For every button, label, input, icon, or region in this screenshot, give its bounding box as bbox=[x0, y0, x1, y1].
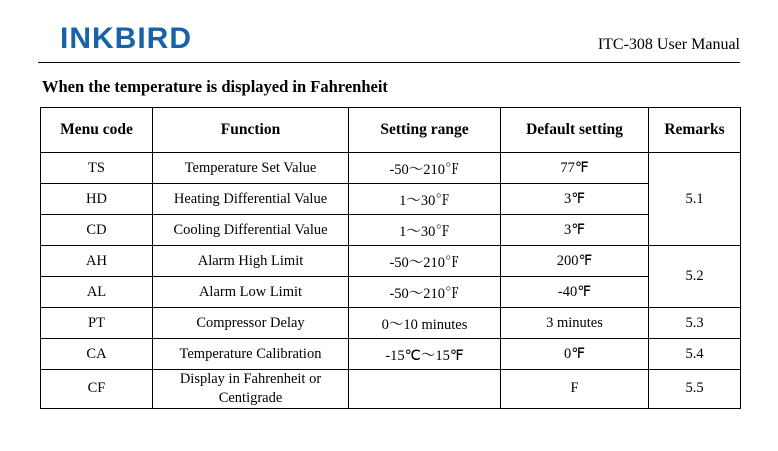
cell-menu-code: PT bbox=[41, 308, 153, 339]
cell-setting-range: -50～210℉ bbox=[349, 277, 501, 308]
table-header-row bbox=[41, 108, 741, 153]
table-row bbox=[41, 339, 741, 370]
table-row bbox=[41, 370, 741, 409]
cell-setting-range: -15℃～15℉ bbox=[349, 339, 501, 370]
cell-function: Compressor Delay bbox=[153, 308, 349, 339]
table-row bbox=[41, 184, 741, 215]
cell-remarks: 5.5 bbox=[649, 370, 741, 409]
table-body bbox=[41, 153, 741, 409]
cell-menu-code: TS bbox=[41, 153, 153, 184]
cell-function: Cooling Differential Value bbox=[153, 215, 349, 246]
column-header-setting-range: Setting range bbox=[349, 108, 501, 153]
cell-menu-code: AL bbox=[41, 277, 153, 308]
cell-setting-range: 1～30℉ bbox=[349, 215, 501, 246]
cell-default-setting: 3 minutes bbox=[501, 308, 649, 339]
cell-default-setting: 3℉ bbox=[501, 215, 649, 246]
table-row bbox=[41, 246, 741, 277]
cell-setting-range bbox=[349, 370, 501, 409]
cell-default-setting: -40℉ bbox=[501, 277, 649, 308]
cell-default-setting: 200℉ bbox=[501, 246, 649, 277]
table-row bbox=[41, 215, 741, 246]
cell-remarks: 5.3 bbox=[649, 308, 741, 339]
cell-setting-range: 1～30℉ bbox=[349, 184, 501, 215]
cell-function: Heating Differential Value bbox=[153, 184, 349, 215]
table-row bbox=[41, 277, 741, 308]
inkbird-logo: INKBIRD bbox=[60, 22, 192, 55]
cell-remarks: 5.1 bbox=[649, 153, 741, 246]
column-header-function: Function bbox=[153, 108, 349, 153]
cell-function-line-1: Display in Fahrenheit or bbox=[179, 371, 322, 387]
cell-menu-code: AH bbox=[41, 246, 153, 277]
cell-menu-code: HD bbox=[41, 184, 153, 215]
cell-default-setting: 3℉ bbox=[501, 184, 649, 215]
cell-setting-range: -50～210℉ bbox=[349, 153, 501, 184]
cell-function: Temperature Set Value bbox=[153, 153, 349, 184]
table-header bbox=[41, 108, 741, 153]
cell-default-setting: 0℉ bbox=[501, 339, 649, 370]
fahrenheit-settings-table bbox=[40, 107, 741, 409]
page-header bbox=[38, 0, 740, 56]
cell-remarks: 5.2 bbox=[649, 246, 741, 308]
cell-default-setting: 77℉ bbox=[501, 153, 649, 184]
cell-function: Alarm Low Limit bbox=[153, 277, 349, 308]
cell-setting-range: 0～10 minutes bbox=[349, 308, 501, 339]
table-row bbox=[41, 308, 741, 339]
cell-menu-code: CD bbox=[41, 215, 153, 246]
table-row bbox=[41, 153, 741, 184]
column-header-remarks: Remarks bbox=[649, 108, 741, 153]
cell-setting-range: -50～210℉ bbox=[349, 246, 501, 277]
column-header-default-setting: Default setting bbox=[501, 108, 649, 153]
section-title: When the temperature is displayed in Fahrenheit bbox=[42, 77, 388, 96]
cell-menu-code: CF bbox=[41, 370, 153, 409]
cell-default-setting: F bbox=[501, 370, 649, 409]
cell-function: Temperature Calibration bbox=[153, 339, 349, 370]
cell-function-line-2: Centigrade bbox=[218, 389, 283, 406]
header-divider bbox=[38, 62, 740, 63]
cell-remarks: 5.4 bbox=[649, 339, 741, 370]
manual-title: ITC-308 User Manual bbox=[597, 36, 740, 53]
column-header-menu-code: Menu code bbox=[41, 108, 153, 153]
cell-menu-code: CA bbox=[41, 339, 153, 370]
cell-function bbox=[153, 370, 349, 409]
cell-function: Alarm High Limit bbox=[153, 246, 349, 277]
